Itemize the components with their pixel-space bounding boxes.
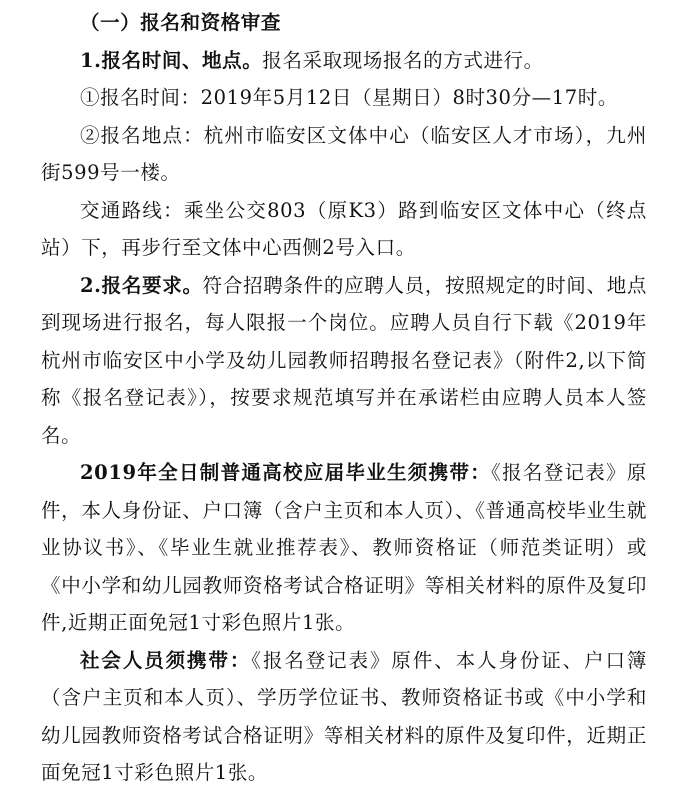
item1-title: 1.报名时间、地点。	[80, 48, 263, 72]
section-heading: （一）报名和资格审查	[80, 11, 282, 34]
paragraph-registration-time-place	[41, 42, 647, 80]
graduates-title: 2019年全日制普通高校应届毕业生须携带：	[80, 461, 492, 484]
item2-text: 符合招聘条件的应聘人员，按照规定的时间、地点到现场进行报名，每人限报一个岗位。应聘人员自行下载《2019年杭州市临安区中小学及幼儿园教师招聘报名登记表》（附件2,以下简称《报名登记表》），按要求规范填写并在承诺栏由应聘人员本人签名。	[41, 273, 647, 447]
paragraph-registration-requirements	[41, 267, 647, 455]
social-title: 社会人员须携带：	[80, 648, 252, 672]
paragraph-registration-place: ②报名地点：杭州市临安区文体中心（临安区人才市场），九州街599号一楼。	[41, 123, 647, 184]
item1-text: 报名采取现场报名的方式进行。	[262, 48, 544, 72]
graduates-text: 《报名登记表》原件，本人身份证、户口簿（含户主页和本人页）、《普通高校毕业生就业协议书》、《毕业生就业推荐表》、教师资格证（师范类证明）或《中小学和幼儿园教师资格考试合格证明》等相关材料的原件及复印件,近期正面免冠1寸彩色照片1张。	[41, 461, 647, 634]
paragraph-registration-time: ①报名时间：2019年5月12日（星期日）8时30分—17时。	[80, 86, 618, 109]
paragraph-social-materials	[41, 642, 647, 792]
paragraph-graduates-materials	[41, 454, 647, 642]
item2-title: 2.报名要求。	[80, 273, 203, 297]
social-text: 《报名登记表》原件、本人身份证、户口簿（含户主页和本人页）、学历学位证书、教师资格证书或《中小学和幼儿园教师资格考试合格证明》等相关材料的原件及复印件，近期正面免冠1寸彩色照片1张。	[41, 648, 647, 784]
paragraph-transport-route: 交通路线：乘坐公交803（原K3）路到临安区文体中心（终点站）下，再步行至文体中心西侧2号入口。	[41, 198, 647, 259]
